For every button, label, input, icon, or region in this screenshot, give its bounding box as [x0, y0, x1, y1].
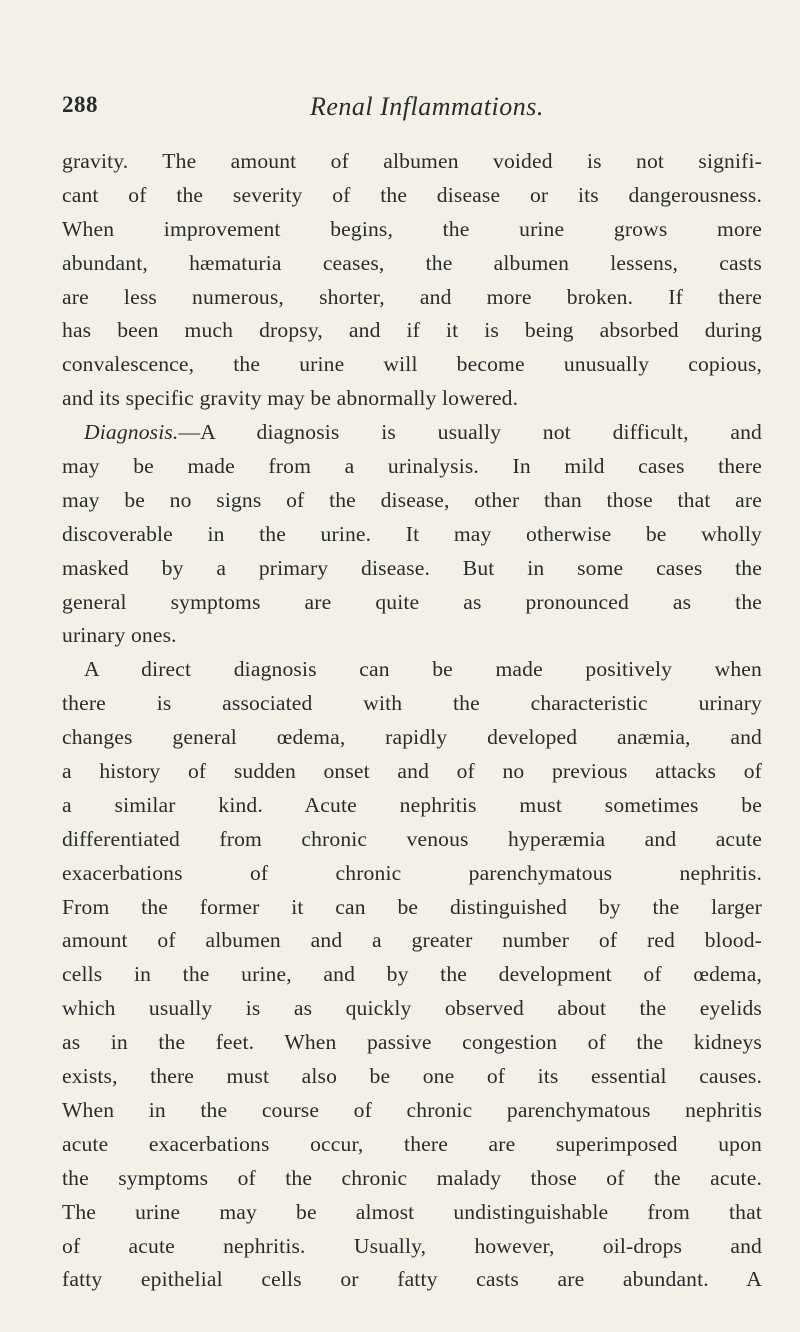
text-line: convalescence, the urine will become unusually copious,: [62, 352, 762, 377]
text-line: acute exacerbations occur, there are superimposed upon: [62, 1131, 762, 1156]
text-line: which usually is as quickly observed about the eyelids: [62, 996, 762, 1021]
text-line: urinary ones.: [62, 623, 177, 648]
text-line: a history of sudden onset and of no previous attacks of: [62, 759, 762, 784]
text-line: differentiated from chronic venous hyperæmia and acute: [62, 826, 762, 851]
text-line: fatty epithelial cells or fatty casts are abundant. A: [62, 1267, 762, 1292]
text-line: are less numerous, shorter, and more broken. If there: [62, 284, 762, 309]
running-head: Renal Inflammations.: [310, 92, 544, 121]
text-line: there is associated with the characteristic urinary: [62, 691, 762, 716]
text-line: When improvement begins, the urine grows more: [62, 216, 762, 241]
text-line: of acute nephritis. Usually, however, oil-drops and: [62, 1233, 762, 1258]
text-line: as in the feet. When passive congestion of the kidneys: [62, 1030, 762, 1055]
text-line: and its specific gravity may be abnormally lowered.: [62, 386, 519, 411]
section-heading: Diagnosis.: [84, 420, 179, 445]
text-line: A direct diagnosis can be made positively when: [84, 657, 762, 682]
text-line: the symptoms of the chronic malady those of the acute.: [62, 1165, 762, 1190]
text-line: abundant, hæmaturia ceases, the albumen lessens, casts: [62, 250, 762, 275]
text-line: The urine may be almost undistinguishable from that: [62, 1199, 762, 1224]
text-line: cells in the urine, and by the development of œdema,: [62, 962, 762, 987]
text-line: general symptoms are quite as pronounced as the: [62, 589, 762, 614]
text-line: has been much dropsy, and if it is being absorbed during: [62, 318, 762, 343]
text-line: When in the course of chronic parenchymatous nephritis: [62, 1097, 762, 1122]
text-line: a similar kind. Acute nephritis must sometimes be: [62, 792, 762, 817]
text-line: may be no signs of the disease, other than those that are: [62, 487, 762, 512]
text-line: amount of albumen and a greater number of red blood-: [62, 928, 762, 953]
text-line: may be made from a urinalysis. In mild cases there: [62, 454, 762, 479]
text-line: exacerbations of chronic parenchymatous nephritis.: [62, 860, 762, 885]
body-text: [62, 145, 762, 1297]
text-line: cant of the severity of the disease or its dangerousness.: [62, 182, 762, 207]
text-line: From the former it can be distinguished by the larger: [62, 894, 762, 919]
page-number: 288: [62, 92, 98, 117]
text-line: masked by a primary disease. But in some cases the: [62, 555, 762, 580]
page-header: [62, 92, 762, 128]
text-line: exists, there must also be one of its essential causes.: [62, 1064, 762, 1089]
text-line: gravity. The amount of albumen voided is not signifi-: [62, 149, 762, 173]
text-line: changes general œdema, rapidly developed anæmia, and: [62, 725, 762, 750]
diagnosis-line: [62, 416, 762, 450]
text-line-rest: —A diagnosis is usually not difficult, and: [178, 420, 762, 445]
text-line: discoverable in the urine. It may otherwise be wholly: [62, 521, 762, 546]
